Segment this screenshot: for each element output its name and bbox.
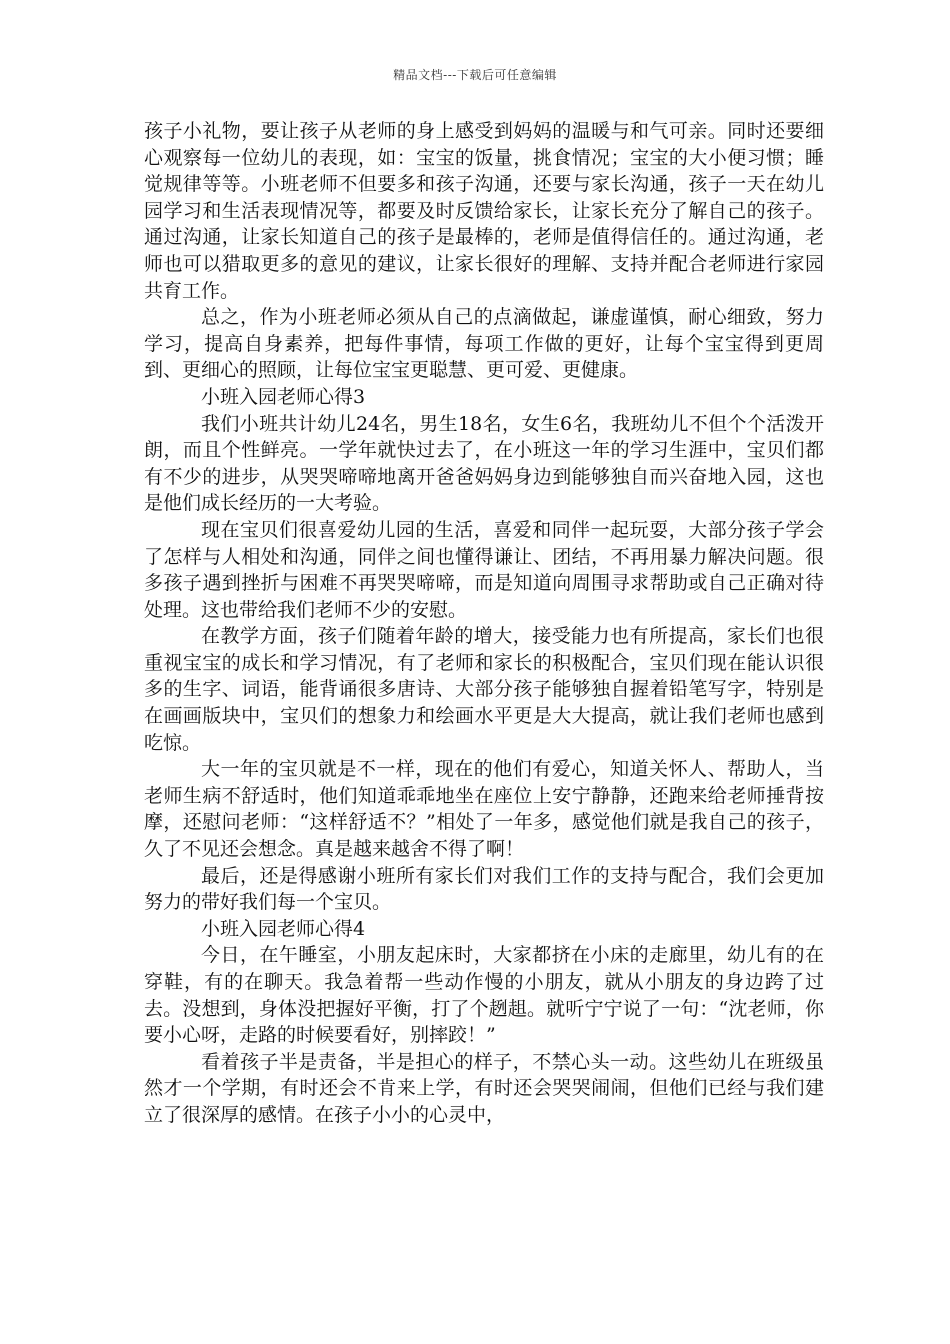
document-body	[144, 118, 824, 1129]
paragraph-3: 我们小班共计幼儿24名，男生18名，女生6名，我班幼儿不但个个活泼开朗，而且个性鲜亮。一学年就快过去了，在小班这一年的学习生涯中，宝贝们都有不少的进步，从哭哭啼啼地离开爸爸妈妈身边到能够独自而兴奋地入园，这也是他们成长经历的一大考验。	[144, 412, 824, 515]
paragraph-1: 孩子小礼物，要让孩子从老师的身上感受到妈妈的温暖与和气可亲。同时还要细心观察每一位幼儿的表现，如：宝宝的饭量，挑食情况；宝宝的大小便习惯；睡觉规律等等。小班老师不但要多和孩子沟通，还要与家长沟通，孩子一天在幼儿园学习和生活表现情况等，都要及时反馈给家长，让家长充分了解自己的孩子。通过沟通，让家长知道自己的孩子是最棒的，老师是值得信任的。通过沟通，老师也可以猎取更多的意见的建议，让家长很好的理解、支持并配合老师进行家园共育工作。	[144, 120, 824, 302]
section-heading-4: 小班入园老师心得4	[201, 917, 366, 940]
section-heading-3: 小班入园老师心得3	[201, 385, 366, 408]
paragraph-8: 今日，在午睡室，小朋友起床时，大家都挤在小床的走廊里，幼儿有的在穿鞋，有的在聊天。我急着帮一些动作慢的小朋友，就从小朋友的身边跨了过去。没想到，身体没把握好平衡，打了个趔趄。就听宁宁说了一句：“沈老师，你要小心呀，走路的时候要看好，别摔跤！”	[144, 944, 824, 1047]
paragraph-5: 在教学方面，孩子们随着年龄的增大，接受能力也有所提高，家长们也很重视宝宝的成长和学习情况，有了老师和家长的积极配合，宝贝们现在能认识很多的生字、词语，能背诵很多唐诗、大部分孩子能够独自握着铅笔写字，特别是在画画版块中，宝贝们的想象力和绘画水平更是大大提高，就让我们老师也感到吃惊。	[144, 625, 824, 754]
paragraph-7: 最后，还是得感谢小班所有家长们对我们工作的支持与配合，我们会更加努力的带好我们每一个宝贝。	[144, 864, 824, 914]
paragraph-9: 看着孩子半是责备，半是担心的样子，不禁心头一动。这些幼儿在班级虽然才一个学期，有时还会不肯来上学，有时还会哭哭闹闹，但他们已经与我们建立了很深厚的感情。在孩子小小的心灵中，	[144, 1050, 824, 1126]
paragraph-4: 现在宝贝们很喜爱幼儿园的生活，喜爱和同伴一起玩耍，大部分孩子学会了怎样与人相处和沟通，同伴之间也懂得谦让、团结，不再用暴力解决问题。很多孩子遇到挫折与困难不再哭哭啼啼，而是知道向周围寻求帮助或自己正确对待处理。这也带给我们老师不少的安慰。	[144, 518, 824, 621]
paragraph-2: 总之，作为小班老师必须从自己的点滴做起，谦虚谨慎，耐心细致，努力学习，提高自身素养，把每件事情，每项工作做的更好，让每个宝宝得到更周到、更细心的照顾，让每位宝宝更聪慧、更可爱、更健康。	[144, 306, 824, 382]
paragraph-6: 大一年的宝贝就是不一样，现在的他们有爱心，知道关怀人、帮助人，当老师生病不舒适时，他们知道乖乖地坐在座位上安宁静静，还跑来给老师捶背按摩，还慰问老师：“这样舒适不？”相处了一年多，感觉他们就是我自己的孩子，久了不见还会想念。真是越来越舍不得了啊！	[144, 758, 824, 861]
page-header: 精品文档---下载后可任意编辑	[393, 68, 557, 82]
